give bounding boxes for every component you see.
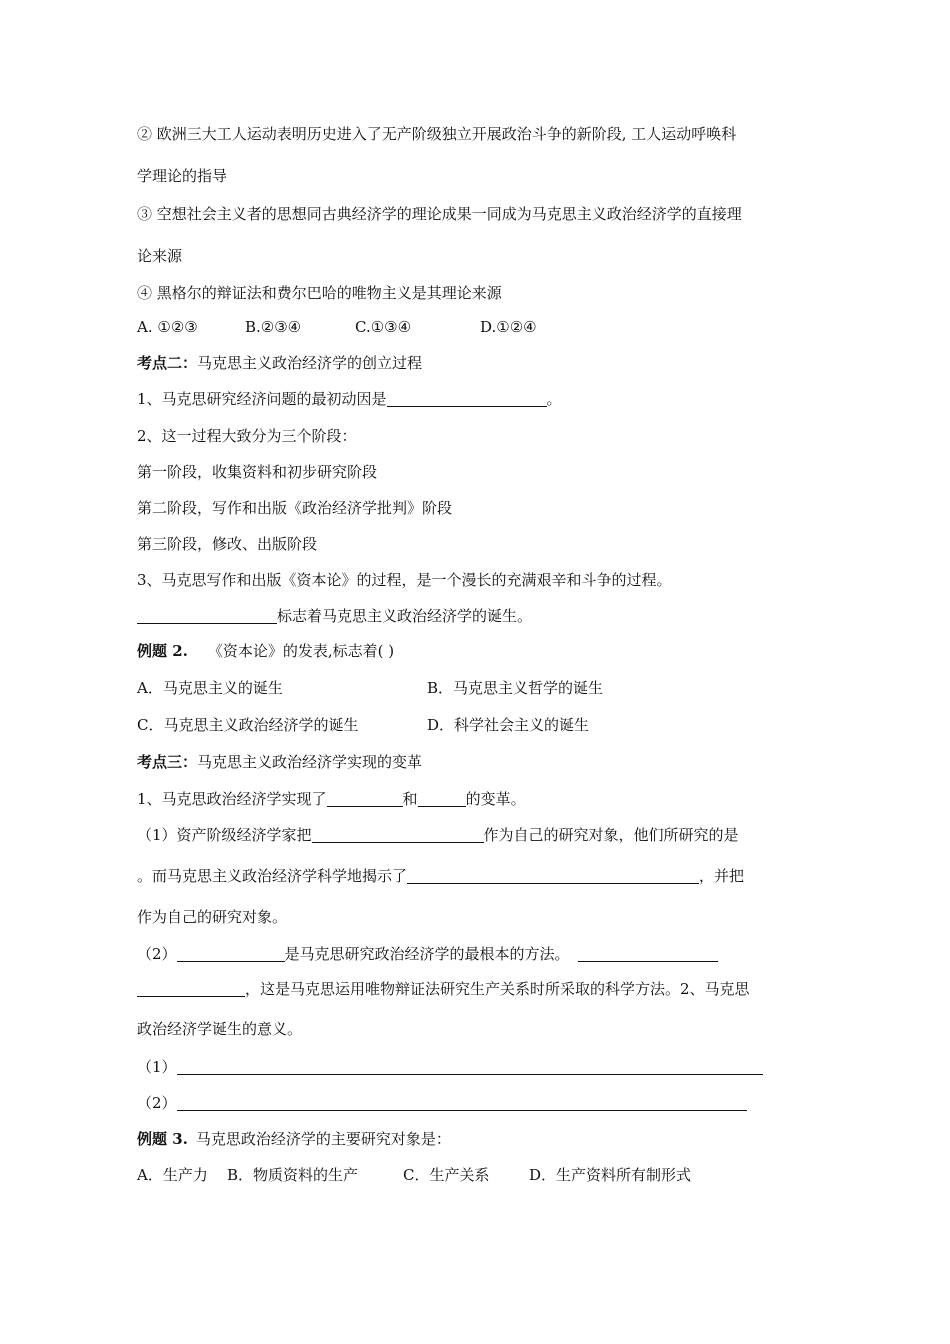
fill-blank[interactable] [312,827,484,843]
stage-2: 第二阶段，写作和出版《政治经济学批判》阶段 [137,499,453,517]
section-3-p2b [137,979,750,999]
q1-suffix: 。 [546,390,562,408]
option-d: D．科学社会主义的诞生 [427,716,590,734]
option-a: A．生产力 [137,1166,208,1184]
stage-1: 第一阶段，收集资料和初步研究阶段 [137,463,378,481]
section-2-q1 [137,389,562,409]
p1-prefix: （1）资产阶级经济学家把 [137,826,312,844]
example-2-question [137,641,394,661]
q1-suffix: 的变革。 [465,790,526,808]
significance-1 [137,1057,763,1077]
section-3-heading-text: 马克思主义政治经济学实现的变革 [197,753,423,771]
section-2-q3: 3、马克思写作和出版《资本论》的过程，是一个漫长的充满艰辛和斗争的过程。 [137,571,672,589]
item-2-line-1: ② 欧洲三大工人运动表明历史进入了无产阶级独立开展政治斗争的新阶段, 工人运动呼唤科 [137,125,737,143]
section-3-heading [137,752,422,772]
example-2-options-row-2 [137,715,589,735]
significance-2 [137,1093,747,1113]
fill-blank[interactable] [137,981,245,997]
section-3-q1 [137,789,526,809]
section-2-heading [137,353,422,373]
section-2-q3-fill [137,606,532,626]
example-2-options-row-1 [137,678,603,698]
stage-3: 第三阶段，修改、出版阶段 [137,535,318,553]
section-3-p1c: 作为自己的研究对象。 [137,908,288,926]
p2-suffix: 是马克思研究政治经济学的最根本的方法。 [284,945,570,963]
fill-blank[interactable] [177,1059,763,1075]
q1-mid: 和 [402,790,418,808]
significance-1-label: （1） [137,1058,177,1076]
p1b-prefix: 。而马克思主义政治经济学科学地揭示了 [137,867,408,885]
option-c: C．生产关系 [403,1166,490,1184]
option-a: A．马克思主义的诞生 [137,679,283,697]
q1-prefix: 1、马克思政治经济学实现了 [137,790,327,808]
p1b-suffix: ，并把 [699,867,745,885]
option-a: A. ①②③ [137,318,198,336]
significance-2-label: （2） [137,1094,177,1112]
item-3-line-2: 论来源 [137,247,183,265]
p2b-suffix: ，这是马克思运用唯物辩证法研究生产关系时所采取的科学方法。2、马克思 [245,980,750,998]
fill-blank[interactable] [578,946,718,962]
option-c: C.①③④ [355,318,412,336]
item-4: ④ 黑格尔的辩证法和费尔巴哈的唯物主义是其理论来源 [137,284,502,302]
item-3-line-1: ③ 空想社会主义者的思想同古典经济学的理论成果一同成为马克思主义政治经济学的直接理 [137,205,742,223]
options-row-1 [137,317,537,337]
fill-blank[interactable] [177,946,285,962]
fill-blank[interactable] [137,608,277,624]
option-c: C．马克思主义政治经济学的诞生 [137,716,359,734]
section-3-p1 [137,825,739,845]
option-d: D．生产资料所有制形式 [529,1166,692,1184]
option-b: B．马克思主义哲学的诞生 [427,679,604,697]
example-3-question [137,1129,451,1149]
example-3-text: 马克思政治经济学的主要研究对象是： [195,1130,451,1148]
fill-blank[interactable] [177,1095,747,1111]
section-2-heading-text: 马克思主义政治经济学的创立过程 [197,354,423,372]
section-2-heading-label: 考点二： [137,354,198,372]
option-d: D.①②④ [480,318,537,336]
p2-prefix: （2） [137,945,177,963]
fill-blank[interactable] [387,391,547,407]
item-2-line-2: 学理论的指导 [137,167,228,185]
example-3-label: 例题 3. [137,1130,188,1148]
section-3-heading-label: 考点三： [137,753,198,771]
fill-blank[interactable] [327,791,403,807]
q3-fill-suffix: 标志着马克思主义政治经济学的诞生。 [277,607,533,625]
q1-prefix: 1、马克思研究经济问题的最初动因是 [137,390,387,408]
option-b: B．物质资料的生产 [227,1166,359,1184]
example-2-text: 《资本论》的发表,标志着( ) [207,642,395,660]
option-b: B.②③④ [245,318,302,336]
section-3-p2c: 政治经济学诞生的意义。 [137,1020,303,1038]
section-2-q2: 2、这一过程大致分为三个阶段： [137,427,357,445]
section-3-p1b [137,866,744,886]
example-3-options [137,1165,691,1185]
section-3-p2 [137,944,718,964]
example-2-label: 例题 2. [137,642,188,660]
fill-blank[interactable] [418,791,466,807]
p1-suffix: 作为自己的研究对象，他们所研究的是 [483,826,739,844]
fill-blank[interactable] [407,868,699,884]
